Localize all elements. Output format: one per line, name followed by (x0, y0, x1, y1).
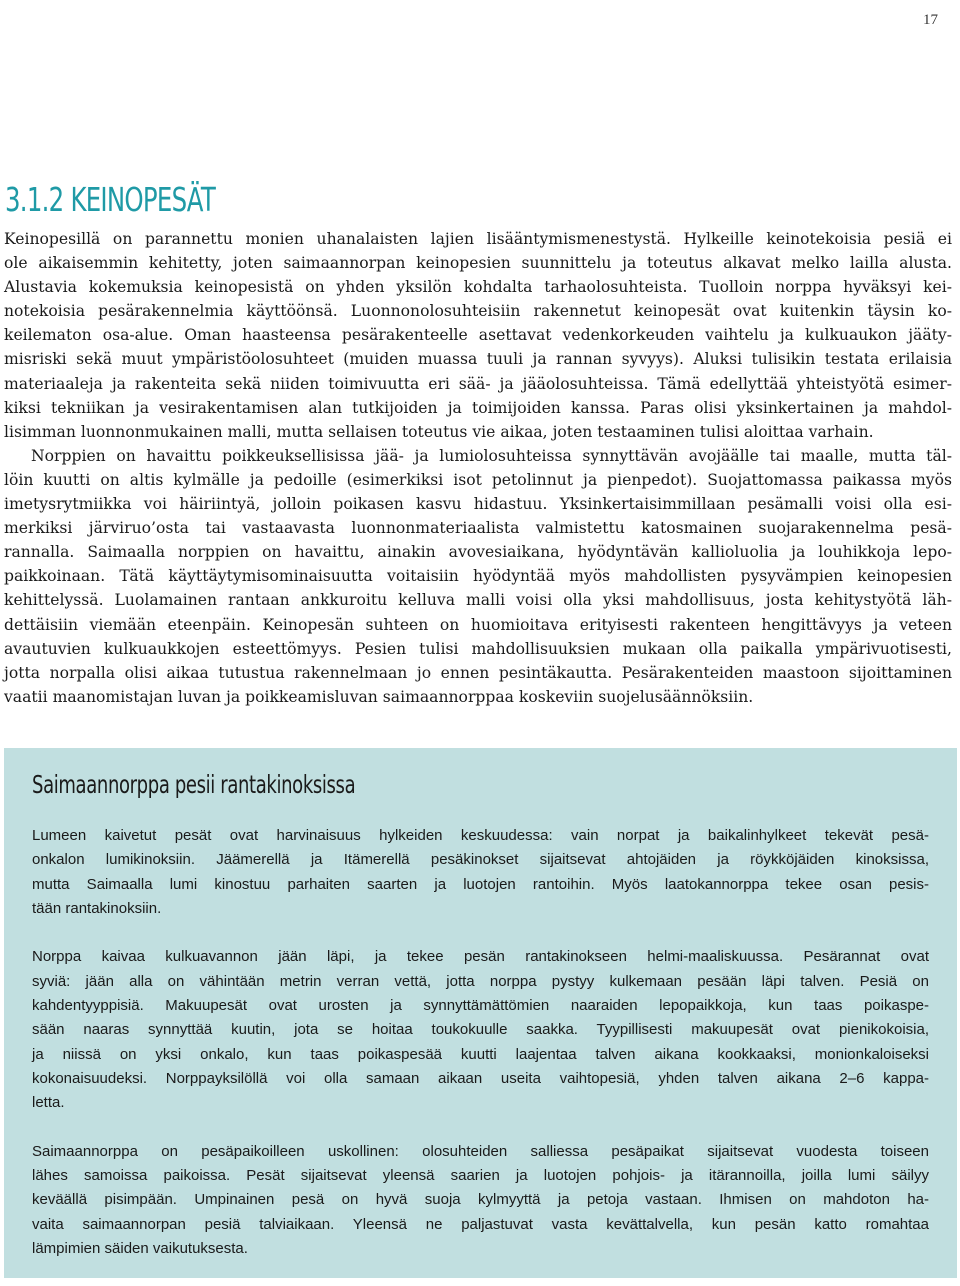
body-text-line: keilematon osa-alue. Oman haasteensa pesärakenteelle asettavat vedenkorkeuden vaihtelu ja kulkuaukon jääty- (4, 326, 952, 345)
body-text-line: Keinopesillä on parannettu monien uhanalaisten lajien lisääntymismenestystä. Hylkeille keinotekoisia pesiä ei (4, 230, 952, 248)
info-box-paragraph (32, 945, 929, 1115)
info-box-line: vaita saimaannorpan pesiä talviaikaan. Yleensä ne paljastuvat vasta kevättalvella, kun pesän katto romahtaa (32, 1215, 929, 1233)
body-text-line: misriski sekä muut ympäristöolosuhteet (muiden muassa tuuli ja rannan syvyys). Aluksi tulisikin testata erilaisia (4, 350, 952, 369)
body-text (4, 227, 952, 709)
body-text-line: kiksi tekniikan ja vesirakentamisen alan tutkijoiden ja toimijoiden kanssa. Paras olisi yksinkertainen ja mahdol- (4, 398, 952, 417)
body-text-line: kehittelyssä. Luolamainen rantaan ankkuroitu kelluva malli voisi olla yksi mahdollisuus, josta kehitystyötä läh- (4, 591, 952, 610)
info-box-line: sään naaras synnyttää kuutin, jota se hoitaa toukokuulle saakka. Tyypillisesti makuupesät ovat pienikokoisia, (32, 1021, 929, 1039)
body-text-line: dettäisiin viemään eteenpäin. Keinopesän suhteen on huomioitava erityisesti rakenteen hengittävyys ja veteen (4, 615, 952, 634)
body-text-line: lisimman luonnonmukainen malli, mutta sellaisen toteutus vie aikaa, joten testaaminen tulisi aloittaa varhain. (4, 422, 874, 441)
info-box-line: Lumeen kaivetut pesät ovat harvinaisuus hylkeiden keskuudessa: vain norpat ja baikalinhylkeet tekevät pesä- (32, 827, 929, 844)
body-text-line: avautuvien kulkuaukkojen esteettömyys. Pesien tulisi mahdollisuuksien mukaan olla paikalla ympärivuotisesti, (4, 639, 952, 658)
body-text-line: imetysrytmiikka voi häiriintyä, jolloin poikasen kasvu hidastuu. Yksinkertaisimmillaan pesämalli voisi olla esi- (4, 495, 952, 514)
body-text-line: ole aikaisemmin kehitetty, joten saimaannorpan keinopesien suunnittelu ja toteutus alkavat melko lailla alusta. (4, 254, 952, 273)
body-text-line: notekoisia pesärakennelmia käyttöönsä. Luonnonolosuhteisiin rakennetut keinopesät ovat kuitenkin täysin ko- (4, 302, 952, 321)
info-box-line: Norppa kaivaa kulkuavannon jään läpi, ja tekee pesän rantakinokseen helmi-maaliskuussa. Pesärannat ovat (32, 948, 929, 966)
info-box-text (32, 824, 929, 1286)
info-box-line: lähes samoissa paikoissa. Pesät sijaitsevat yleensä saarien ja luotojen pohjois- ja itärannoilla, joilla lumi säilyy (32, 1167, 929, 1185)
page-number: 17 (923, 12, 938, 28)
info-box-line: ja niissä on yksi onkalo, kun taas poikaspesää kuutti laajentaa talven aikana kookkaaksi, monionkaloiseksi (32, 1045, 929, 1063)
info-box-line: lämpimien säiden vaikutuksesta. (32, 1240, 248, 1258)
info-box-title: Saimaannorppa pesii rantakinoksissa (32, 770, 356, 799)
info-box (4, 748, 957, 1278)
info-box-paragraph (32, 824, 929, 921)
info-box-line: onkalon lumikinoksiin. Jäämerellä ja Itämerellä pesäkinokset sijaitsevat ahtojäiden ja röykköjäiden kinoksissa, (32, 851, 929, 869)
info-box-line: mutta Saimaalla lumi kinostuu parhaiten saarten ja luotojen rantoihin. Myös laatokannorppa tekee osan pesis- (32, 875, 929, 893)
body-text-line: löin kuutti on altis kylmälle ja pedoille (esimerkiksi isot petolinnut ja pienpedot). Suojattomassa paikassa myös (4, 470, 952, 489)
info-box-line: tään rantakinoksiin. (32, 899, 162, 917)
info-box-line: Saimaannorppa on pesäpaikoilleen uskollinen: olosuhteiden salliessa pesäpaikat sijaitsevat vuodesta toiseen (32, 1142, 929, 1160)
body-text-line: vaatii maanomistajan luvan ja poikkeamisluvan saimaannorppaa koskeviin suojelusäännöksiin. (4, 687, 754, 706)
body-text-line: Alustavia kokemuksia keinopesistä on yhden yksilön kohdalta tarhaolosuhteista. Tuolloin norppa hyväksyi kei- (4, 278, 952, 297)
body-text-line: materiaaleja ja rakenteita sekä niiden toimivuutta eri sää- ja jääolosuhteissa. Tämä edellyttää yhteistyötä esimer- (4, 374, 952, 393)
section-heading: 3.1.2 KEINOPESÄT (5, 180, 216, 219)
body-text-line: jotta norpalla olisi aikaa tutustua rakennelmaan jo ennen pesintäkautta. Pesärakenteiden maastoon sijoittaminen (4, 663, 952, 682)
info-box-line: letta. (32, 1094, 65, 1112)
info-box-line: keväällä pisimpään. Umpinainen pesä on hyvä suoja kylmyyttä ja petoja vastaan. Ihmisen on mahdoton ha- (32, 1191, 929, 1209)
body-text-line: merkiksi järviruo’osta tai vastaavasta luonnonmateriaalista valmistettu katosmainen suojarakennelma pesä- (4, 519, 952, 538)
info-box-line: kokonaisuudeksi. Norppayksilöllä voi olla samaan aikaan useita vaihtopesiä, yhden talven aikana 2–6 kappa- (32, 1069, 929, 1087)
body-text-line: paikkoinaan. Tätä käyttäytymisominaisuutta voitaisiin hyödyntää myös mahdollisten pysyvämpien keinopesien (4, 567, 952, 586)
info-box-line: kahdentyyppisiä. Makuupesät ovat urosten ja synnyttämättömien naaraiden lepopaikkoja, kun taas poikaspe- (32, 997, 929, 1015)
info-box-line: syviä: jään alla on vähintään metrin verran vettä, jotta norppa pystyy kulkemaan pesään läpi talven. Pesiä on (32, 972, 929, 990)
body-text-line: rannalla. Saimaalla norppien on havaittu, ainakin avovesiaikana, hyödyntävän kallioluolia ja louhikkoja lepo- (4, 543, 952, 562)
info-box-paragraph (32, 1140, 929, 1261)
body-text-line: Norppien on havaittu poikkeuksellisissa jää- ja lumiolosuhteissa synnyttävän avojäälle tai maalle, mutta täl- (31, 446, 952, 465)
